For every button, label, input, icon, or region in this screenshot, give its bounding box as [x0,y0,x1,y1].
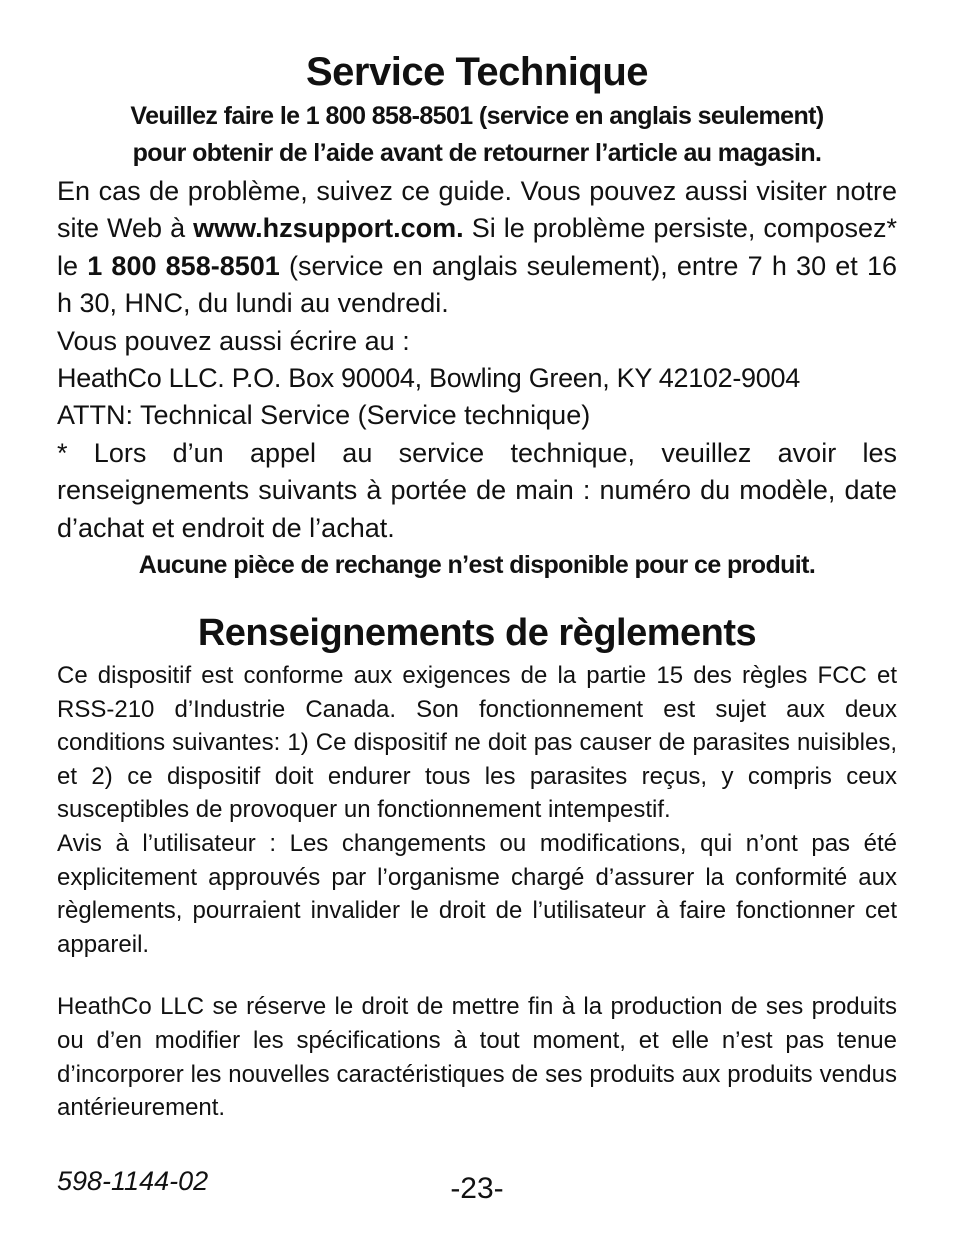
write-to-line: Vous pouvez aussi écrire au : [57,325,410,356]
service-text-c: (service en anglais seulement), entre 7 h 30 et 16 h 30, HNC, du lundi au vendredi. [57,250,898,319]
intro-line-2: pour obtenir de l’aide avant de retourner l’article au magasin. [132,139,822,167]
intro-line-1: Veuillez faire le 1 800 858-8501 (service en anglais seulement) [130,102,824,130]
regulatory-body [57,659,897,1125]
service-body [57,173,897,547]
section-title-service-technique: Service Technique [305,50,648,94]
service-paragraph [57,173,897,323]
call-preparation-note: * Lors d’un appel au service technique, veuillez avoir les renseignements suivants à portée de main : numéro du modèle, date d’achat et endroit de l’achat. [57,437,897,543]
user-notice-paragraph: Avis à l’utilisateur : Les changements ou modifications, qui n’ont pas été explicitement approuvés par l’organisme chargé d’assurer la conformité aux règlements, pourraient invalider le droit de l’utilisateur à faire fonctionner cet appareil. [57,829,897,958]
mailing-address: HeathCo LLC. P.O. Box 90004, Bowling Green, KY 42102-9004 [57,363,800,394]
support-call-intro [57,98,897,172]
page-number: -23- [450,1172,504,1205]
attention-line: ATTN: Technical Service (Service technique) [57,400,591,431]
section-title-reglements: Renseignements de règlements [197,612,757,654]
support-phone-number: 1 800 858-8501 [87,250,280,281]
product-changes-paragraph: HeathCo LLC se réserve le droit de mettre fin à la production de ses produits ou d’en modifier les spécifications à tout moment, et elle n’est pas tenue d’incorporer les nouvelles caractéristiques de ses produits aux produits vendus antérieurement. [57,993,897,1122]
no-spare-parts-notice: Aucune pièce de rechange n’est disponible pour ce produit. [138,551,816,579]
fcc-compliance-paragraph: Ce dispositif est conforme aux exigences de la partie 15 des règles FCC et RSS-210 d’Industrie Canada. Son fonctionnement est sujet aux deux conditions suivantes: 1) Ce dispositif ne doit pas causer de parasites nuisibles, et 2) ce dispositif doit endurer tous les parasites reçus, y compris ceux susceptibles de provoquer un fonctionnement intempestif. [57,662,897,824]
service-text-b: Si le problème persiste, composez* le [57,213,897,281]
document-code: 598-1144-02 [57,1166,209,1196]
support-website-link[interactable]: www.hzsupport.com. [193,213,464,244]
service-text-a: En cas de problème, suivez ce guide. Vous pouvez aussi visiter notre site Web à [57,176,897,244]
